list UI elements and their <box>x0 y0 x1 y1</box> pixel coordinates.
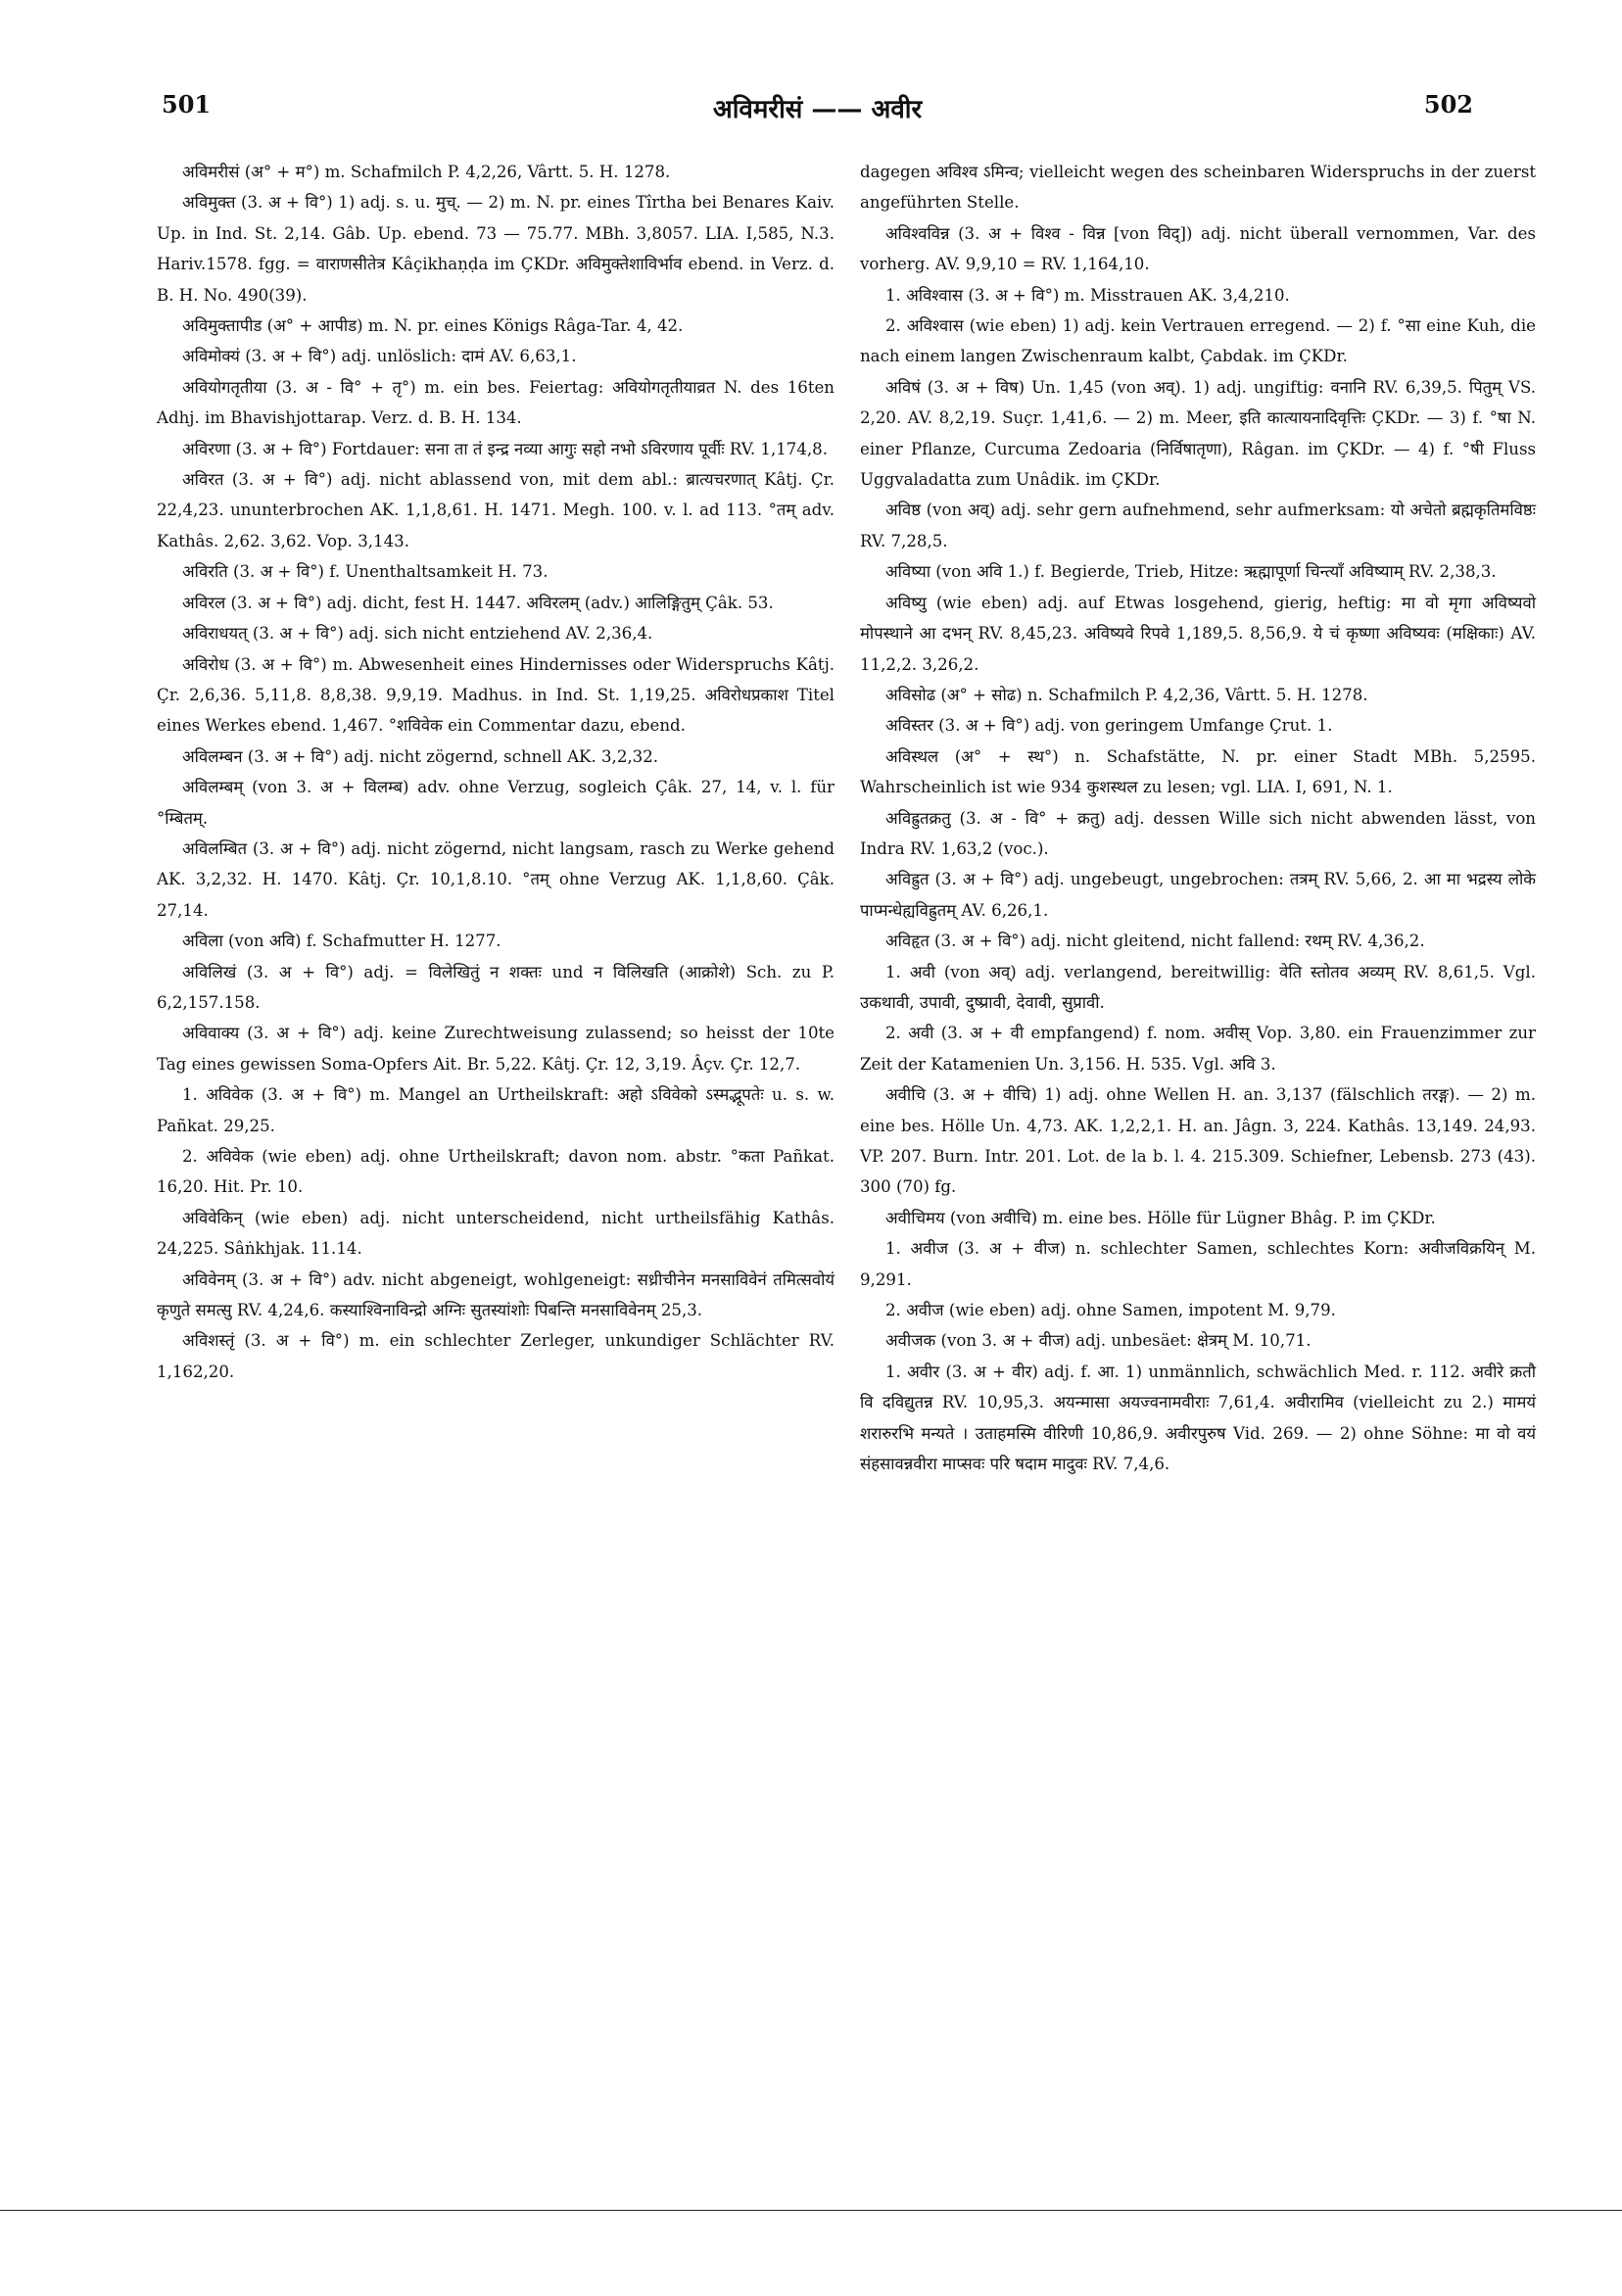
dictionary-entry: अविला (von अवि) f. Schafmutter H. 1277. <box>182 932 501 951</box>
dictionary-entry: अविसोढ (अ° + सोढ) n. Schafmilch P. 4,2,36, Vârtt. 5. H. 1278. <box>885 685 1368 704</box>
dictionary-entry: अविलम्बन (3. अ + वि°) adj. nicht zögernd, schnell AK. 3,2,32. <box>182 746 659 766</box>
dictionary-entry: अविरत (3. अ + वि°) adj. nicht ablassend von, mit dem abl.: ब्रात्यचरणात् Kâtj. Çr. 22,4,23. ununterbrochen AK. 1,1,8,61. H. 1471. Megh. 100. v. l. ad 113. °तम् adv. Kathâs. 2,62. 3,62. Vop. 3,143. <box>157 470 835 550</box>
dictionary-entry: अविह्रुत (3. अ + वि°) adj. ungebeugt, ungebrochen: तत्रम् RV. 5,66, 2. आ मा भद्रस्य लोके पाप्मन्धेह्यविह्रुतम् AV. 6,26,1. <box>860 870 1536 920</box>
dictionary-entry: 1. अवीज (3. अ + वीज) n. schlechter Samen, schlechtes Korn: अवीजविक्रयिन् M. 9,291. <box>860 1239 1536 1289</box>
dictionary-entry: अविशस्तृं (3. अ + वि°) m. ein schlechter Zerleger, unkundiger Schlächter RV. 1,162,20. <box>157 1331 835 1381</box>
dictionary-entry: अविस्तर (3. अ + वि°) adj. von geringem Umfange Çrut. 1. <box>885 716 1333 736</box>
left-column <box>157 157 835 1387</box>
dictionary-entry: 1. अविश्वास (3. अ + वि°) m. Misstrauen AK. 3,4,210. <box>885 285 1290 305</box>
dictionary-entry: 1. अवी (von अव्) adj. verlangend, bereitwillig: वेति स्तोतव अव्यम् RV. 8,61,5. Vgl. उकथावी, उपावी, दुष्प्रावी, देवावी, सुप्रावी. <box>860 962 1536 1012</box>
dictionary-entry: अवियोगतृतीया (3. अ - वि° + तृ°) m. ein bes. Feiertag: अवियोगतृतीयाव्रत N. des 16ten Adhj. im Bhavishjottarap. Verz. d. B. H. 134. <box>157 377 835 428</box>
dictionary-entry: अविमुक्त (3. अ + वि°) 1) adj. s. u. मुच्. — 2) m. N. pr. eines Tîrtha bei Benares Kaiv. Up. in Ind. St. 2,14. Gâb. Up. ebend. 73 — 75.77. MBh. 3,8057. LIA. I,585, N.3. Hariv.1578. fgg. = वाराणसीतेत्र Kâçikhaṇḍa im ÇKDr. अविमुक्तेशाविर्भाव ebend. in Verz. d. B. H. No. 490(39). <box>157 193 835 305</box>
dictionary-entry: अवीजक (von 3. अ + वीज) adj. unbesäet: क्षेत्रम् M. 10,71. <box>885 1331 1312 1351</box>
dictionary-entry: 1. अवीर (3. अ + वीर) adj. f. आ. 1) unmännlich, schwächlich Med. r. 112. अवीरे क्रतौ वि दविद्युतन्न RV. 10,95,3. अयन्मासा अयज्वनामवीराः 7,61,4. अवीरामिव (vielleicht zu 2.) मामयं शरारुरभि मन्यते । उताहमस्मि वीरिणी 10,86,9. अवीरपुरुष Vid. 269. — 2) ohne Söhne: मा वो वयं संहसावन्नवीरा माप्सवः परि षदाम मादुवः RV. 7,4,6. <box>860 1362 1536 1474</box>
dictionary-entry: अवीचिमय (von अवीचि) m. eine bes. Hölle für Lügner Bhâg. P. im ÇKDr. <box>885 1208 1436 1227</box>
page-header <box>162 90 1473 129</box>
dictionary-entry: अविवेनम् (3. अ + वि°) adv. nicht abgeneigt, wohlgeneigt: सध्रीचीनेन मनसाविवेनं तमित्सवोयं कृणुते समत्सु RV. 4,24,6. कस्याश्विनाविन्द्रो अग्निः सुतस्यांशोः पिबन्ति मनसाविवेनम् 25,3. <box>157 1269 835 1320</box>
dictionary-entry: अविष्या (von अवि 1.) f. Begierde, Trieb, Hitze: ऋह्मापूर्णा चिन्त्याँ अविष्याम् RV. 2,38,3. <box>885 562 1497 582</box>
dictionary-entry: अविरल (3. अ + वि°) adj. dicht, fest H. 1447. अविरलम् (adv.) आलिङ्गितुम् Çâk. 53. <box>182 593 774 612</box>
dictionary-entry: 2. अवीज (wie eben) adj. ohne Samen, impotent M. 9,79. <box>885 1301 1336 1320</box>
right-column <box>860 157 1536 1479</box>
dictionary-entry: अविवेकिन् (wie eben) adj. nicht unterscheidend, nicht urtheilsfähig Kathâs. 24,225. Sâṅkhjak. 11.14. <box>157 1208 835 1259</box>
dictionary-entry: अविरणा (3. अ + वि°) Fortdauer: सना ता तं इन्द्र नव्या आगुः सहो नभो ऽविरणाय पूर्वीः RV. 1,174,8. <box>182 439 829 458</box>
dictionary-entry: अविवाक्य (3. अ + वि°) adj. keine Zurechtweisung zulassend; so heisst der 10te Tag eines gewissen Soma-Opfers Ait. Br. 5,22. Kâtj. Çr. 12, 3,19. Âçv. Çr. 12,7. <box>157 1024 835 1074</box>
dictionary-entry: अविषं (3. अ + विष) Un. 1,45 (von अव्). 1) adj. ungiftig: वनानि RV. 6,39,5. पितुम् VS. 2,20. AV. 8,2,19. Suçr. 1,41,6. — 2) m. Meer, इति कात्यायनादिवृत्तिः ÇKDr. — 3) f. °षा N. einer Pflanze, Curcuma Zedoaria (निर्विषातृणा), Râgan. im ÇKDr. — 4) f. °षी Fluss Uggvaladatta zum Unâdik. im ÇKDr. <box>860 377 1536 490</box>
dictionary-entry: अविलम्बित (3. अ + वि°) adj. nicht zögernd, nicht langsam, rasch zu Werke gehend AK. 3,2,32. H. 1470. Kâtj. Çr. 10,1,8.10. °तम् ohne Verzug AK. 1,1,8,60. Çâk. 27,14. <box>157 838 835 920</box>
left-page-number: 501 <box>162 90 212 119</box>
dictionary-entry: अविरोध (3. अ + वि°) m. Abwesenheit eines Hindernisses oder Widerspruchs Kâtj. Çr. 2,6,36. 5,11,8. 8,8,38. 9,9,19. Madhus. in Ind. St. 1,19,25. अविरोधप्रकाश Titel eines Werkes ebend. 1,467. °शविवेक ein Commentar dazu, ebend. <box>157 654 835 736</box>
dictionary-entry: अविश्वविन्न (3. अ + विश्व - विन्न [von विद्]) adj. nicht überall vernommen, Var. des vorherg. AV. 9,9,10 = RV. 1,164,10. <box>860 223 1536 274</box>
dictionary-entry: 1. अविवेक (3. अ + वि°) m. Mangel an Urtheilskraft: अहो ऽविवेको ऽस्मद्भूपतेः u. s. w. Pañkat. 29,25. <box>157 1085 835 1135</box>
dictionary-entry: अविराधयत् (3. अ + वि°) adj. sich nicht entziehend AV. 2,36,4. <box>182 624 653 644</box>
dictionary-entry: अविमोक्यं (3. अ + वि°) adj. unlöslich: दामं AV. 6,63,1. <box>182 347 577 366</box>
dictionary-entry: अविमुक्तापीड (अ° + आपीड) m. N. pr. eines Königs Râga-Tar. 4, 42. <box>182 316 684 336</box>
dictionary-entry: 2. अविश्वास (wie eben) 1) adj. kein Vertrauen erregend. — 2) f. °सा eine Kuh, die nach einem langen Zwischenraum kalbt, Çabdak. im ÇKDr. <box>860 316 1536 366</box>
running-title: अविमरीसं —— अवीर <box>712 95 923 124</box>
dictionary-entry: अविष्यु (wie eben) adj. auf Etwas losgehend, gierig, heftig: मा वो मृगा अविष्यवो मोपस्थाने आ दभन् RV. 8,45,23. अविष्यवे रिपवे 1,189,5. 8,56,9. ये चं कृष्णा अविष्यवः (मक्षिकाः) AV. 11,2,2. 3,26,2. <box>860 593 1536 674</box>
dictionary-entry: अविलिखं (3. अ + वि°) adj. = विलेखितुं न शक्तः und न विलिखति (आक्रोशे) Sch. zu P. 6,2,157.158. <box>157 962 835 1012</box>
dictionary-entry: अवीचि (3. अ + वीचि) 1) adj. ohne Wellen H. an. 3,137 (fälschlich तरङ्ग). — 2) m. eine bes. Hölle Un. 4,73. AK. 1,2,2,1. H. an. Jâgn. 3, 224. Kathâs. 13,149. 24,93. VP. 207. Burn. Intr. 201. Lot. de la b. l. 4. 215.309. Schiefner, Lebensb. 273 (43). 300 (70) fg. <box>860 1085 1536 1197</box>
dictionary-entry: अविलम्बम् (von 3. अ + विलम्ब) adv. ohne Verzug, sogleich Çâk. 27, 14, v. l. für °म्बितम्. <box>157 778 835 828</box>
bottom-rule <box>0 2210 1622 2211</box>
dictionary-entry: अविरति (3. अ + वि°) f. Unenthaltsamkeit H. 73. <box>182 562 549 582</box>
dictionary-entry-continued: dagegen अविश्व ऽमिन्व; vielleicht wegen des scheinbaren Widerspruchs in der zuerst angeführten Stelle. <box>860 163 1536 213</box>
dictionary-entry: अविमरीसं (अ° + म°) m. Schafmilch P. 4,2,26, Vârtt. 5. H. 1278. <box>182 163 671 181</box>
dictionary-entry: अविस्थल (अ° + स्थ°) n. Schafstätte, N. pr. einer Stadt MBh. 5,2595. Wahrscheinlich ist wie 934 कुशस्थल zu lesen; vgl. LIA. I, 691, N. 1. <box>860 746 1536 797</box>
dictionary-entry: 2. अवी (3. अ + वी empfangend) f. nom. अवीस् Vop. 3,80. ein Frauenzimmer zur Zeit der Katamenien Un. 3,156. H. 535. Vgl. अवि 3. <box>860 1024 1536 1074</box>
right-page-number: 502 <box>1423 90 1473 119</box>
dictionary-entry: अविष्ठ (von अव्) adj. sehr gern aufnehmend, sehr aufmerksam: यो अचेतो ब्रह्मकृतिमविष्ठः RV. 7,28,5. <box>860 501 1536 550</box>
dictionary-entry: अविहृत (3. अ + वि°) adj. nicht gleitend, nicht fallend: रथम् RV. 4,36,2. <box>885 932 1425 951</box>
dictionary-entry: 2. अविवेक (wie eben) adj. ohne Urtheilskraft; davon nom. abstr. °कता Pañkat. 16,20. Hit. Pr. 10. <box>157 1147 835 1197</box>
dictionary-entry: अविह्रुतक्रतु (3. अ - वि° + क्रतु) adj. dessen Wille sich nicht abwenden lässt, von Indra RV. 1,63,2 (voc.). <box>860 808 1536 858</box>
